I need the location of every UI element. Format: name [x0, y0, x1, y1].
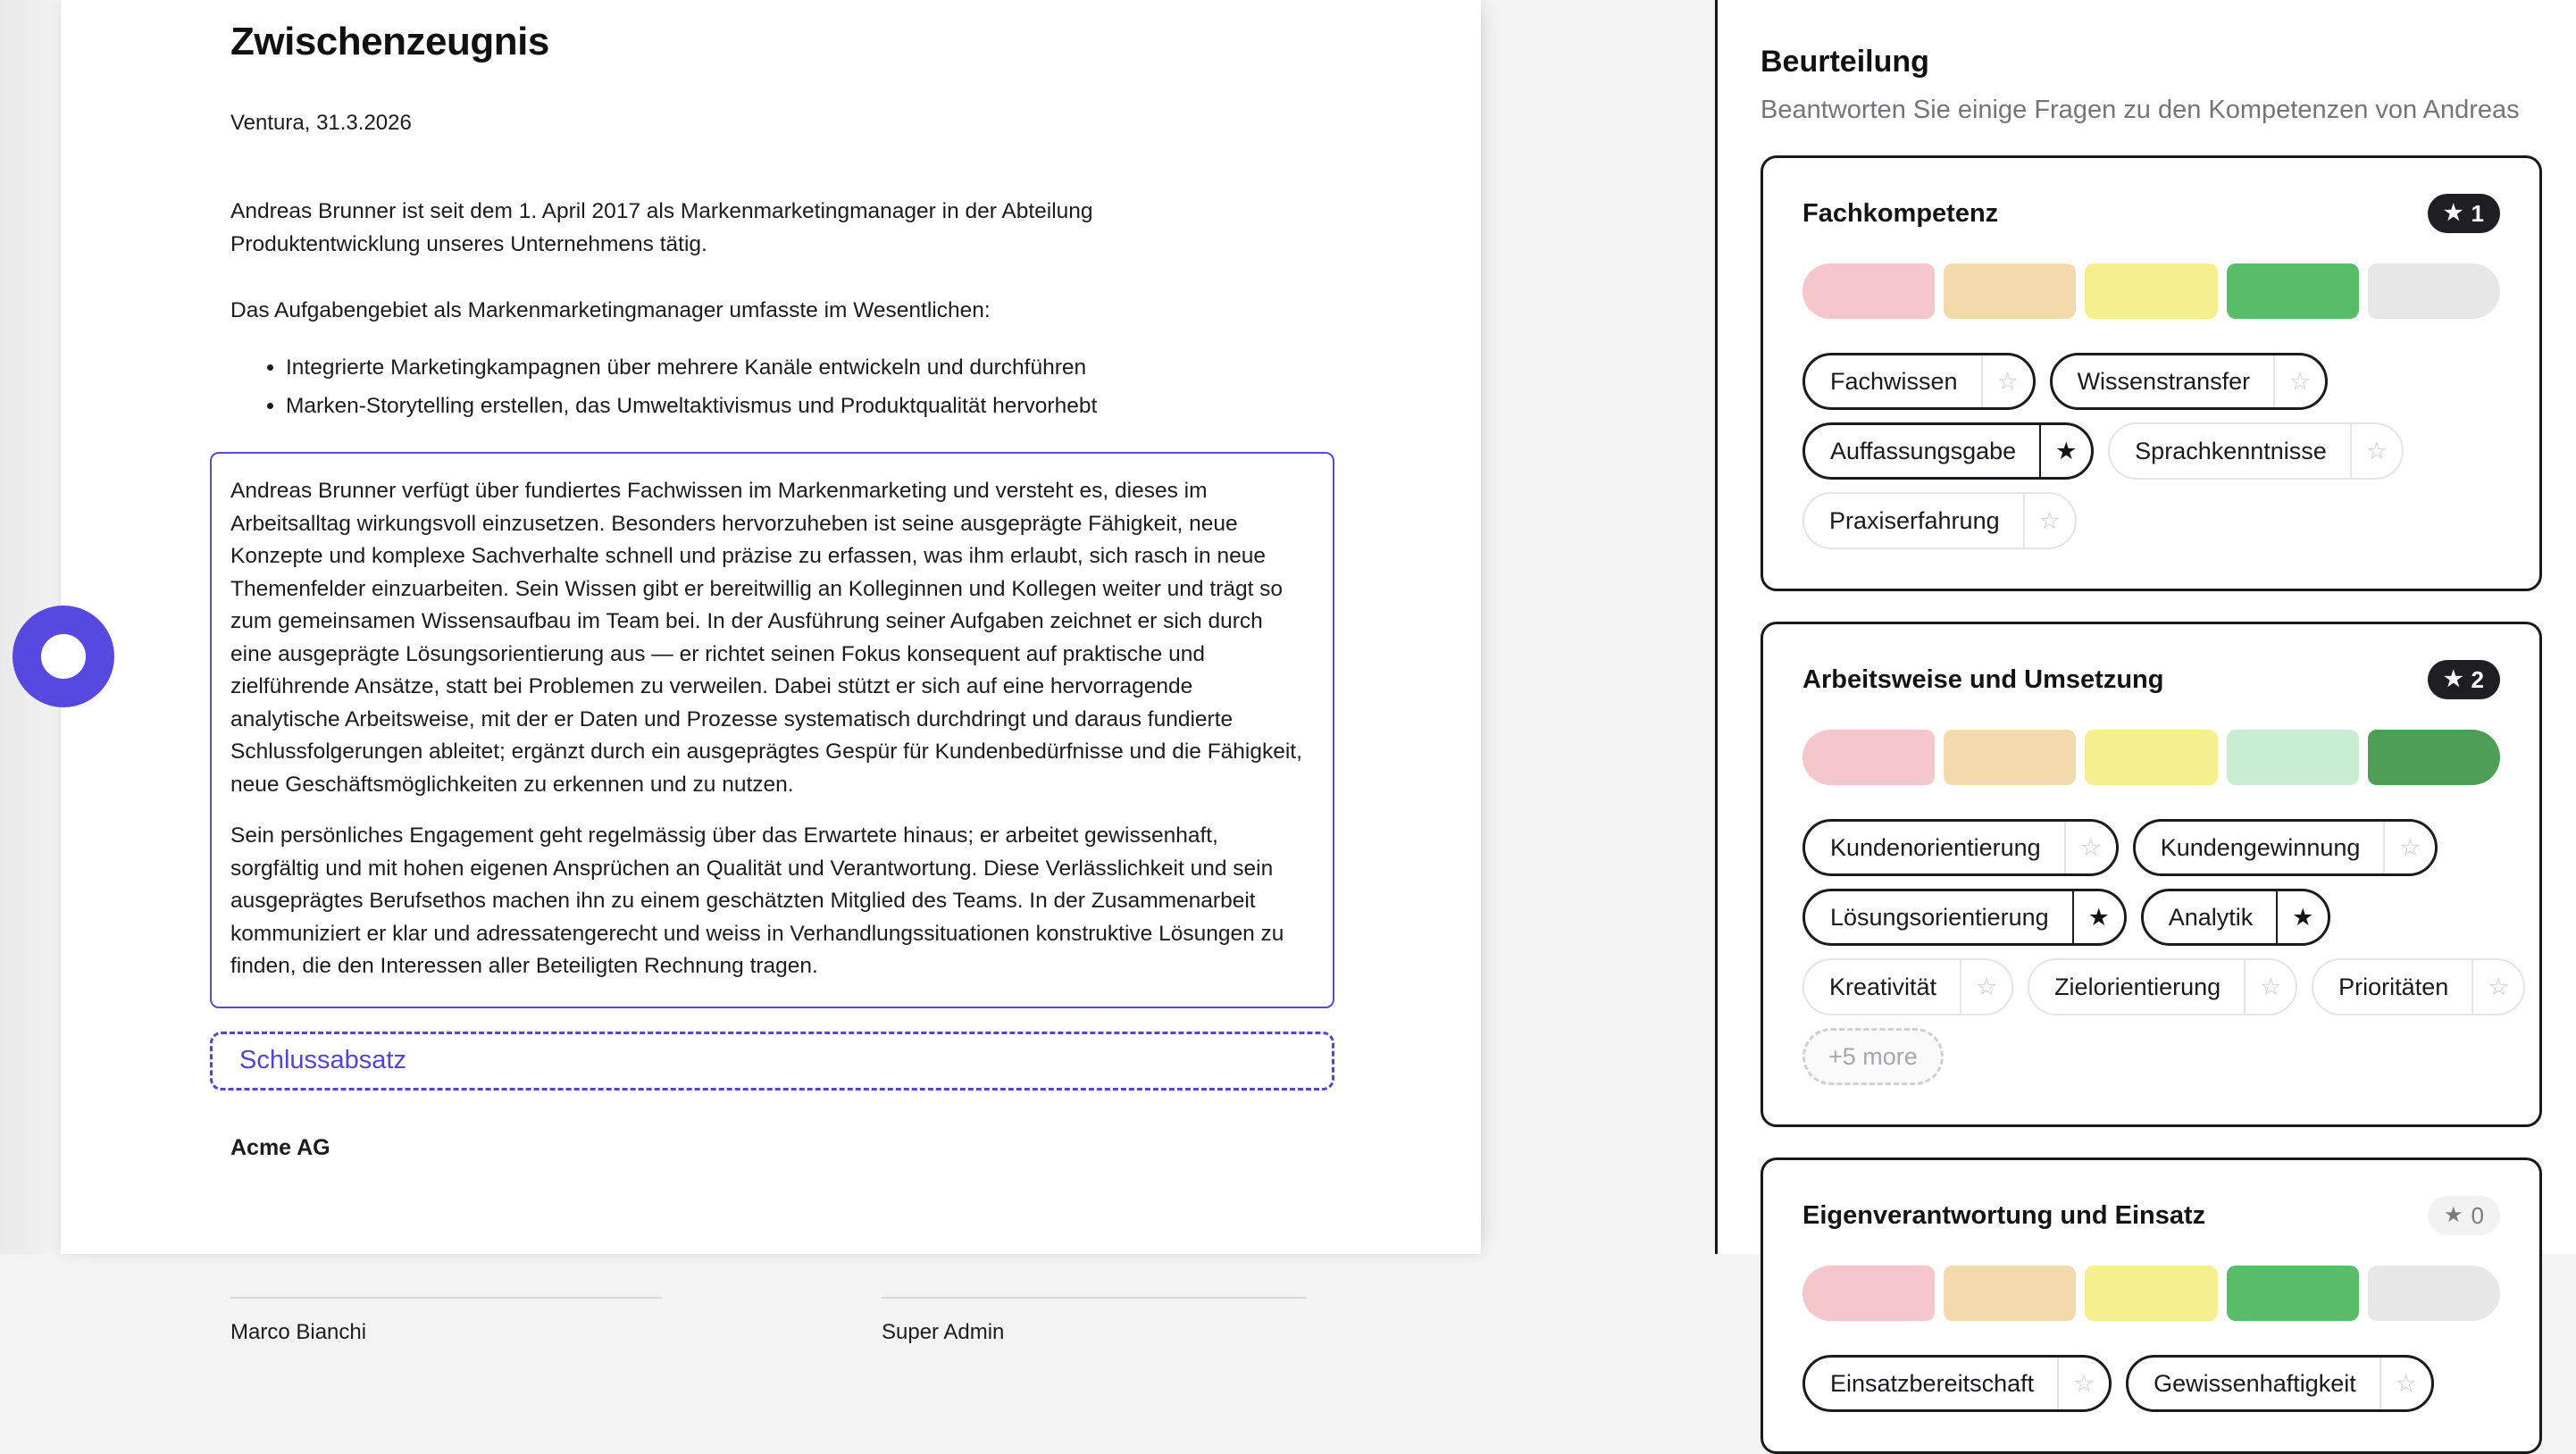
- star-count-badge: [2428, 194, 2500, 233]
- rating-segment-2[interactable]: [1944, 730, 2076, 785]
- card-title: Fachkompetenz: [1802, 198, 1999, 228]
- document-title: Zwischenzeugnis: [230, 20, 549, 63]
- star-toggle-icon[interactable]: ☆: [2383, 822, 2435, 873]
- panel-subtitle: Beantworten Sie einige Fragen zu den Kompetenzen von Andreas: [1761, 96, 2520, 124]
- panel-title: Beurteilung: [1761, 45, 1929, 79]
- star-toggle-icon[interactable]: ☆: [2057, 1358, 2109, 1409]
- competency-card-arbeitsweise: [1761, 622, 2542, 1127]
- star-toggle-icon[interactable]: ★: [2276, 891, 2328, 943]
- closing-placeholder-label: Schlussabsatz: [239, 1046, 406, 1074]
- card-title: Arbeitsweise und Umsetzung: [1802, 664, 2164, 694]
- ring-marker-icon[interactable]: [13, 606, 114, 707]
- assessment-panel: [1715, 0, 2576, 1397]
- signature-left: [230, 1297, 662, 1345]
- chip-kundengewinnung[interactable]: Kundengewinnung ☆: [2133, 819, 2438, 876]
- show-more-chips-button[interactable]: +5 more: [1802, 1028, 1944, 1085]
- star-count: 0: [2471, 1201, 2484, 1229]
- competency-card-eigenverantwortung: [1761, 1157, 2542, 1454]
- chip-sprachkenntnisse[interactable]: Sprachkenntnisse ☆: [2108, 422, 2404, 480]
- rating-scale: [1802, 730, 2500, 785]
- chip-analytik[interactable]: Analytik ★: [2141, 889, 2331, 946]
- competency-chips: [1802, 1355, 2500, 1412]
- rating-segment-2[interactable]: [1944, 263, 2076, 319]
- star-count-badge: [2428, 660, 2500, 699]
- rating-scale: [1802, 263, 2500, 319]
- star-icon: ★: [2444, 1203, 2463, 1227]
- star-count-badge: [2428, 1196, 2500, 1235]
- chip-gewissenhaftigkeit[interactable]: Gewissenhaftigkeit ☆: [2126, 1355, 2434, 1412]
- chip-auffassungsgabe[interactable]: Auffassungsgabe ★: [1802, 422, 2094, 480]
- star-icon: ★: [2444, 201, 2463, 225]
- signature-block: [230, 1297, 1306, 1345]
- star-toggle-icon[interactable]: ☆: [2350, 424, 2402, 478]
- company-name: Acme AG: [230, 1134, 330, 1160]
- rating-segment-5[interactable]: [2368, 263, 2500, 319]
- star-toggle-icon[interactable]: ★: [2072, 891, 2124, 943]
- closing-paragraph-placeholder[interactable]: [210, 1032, 1334, 1090]
- signature-right: [882, 1297, 1306, 1345]
- chip-fachwissen[interactable]: Fachwissen ☆: [1802, 353, 2036, 410]
- tasks-heading: Das Aufgabengebiet als Markenmarketingmanager umfasste im Wesentlichen:: [230, 298, 991, 322]
- document-date-line: Ventura, 31.3.2026: [230, 111, 412, 135]
- star-toggle-icon[interactable]: ☆: [2471, 960, 2523, 1014]
- chip-praxiserfahrung[interactable]: Praxiserfahrung ☆: [1802, 492, 2077, 549]
- card-title: Eigenverantwortung und Einsatz: [1802, 1200, 2206, 1230]
- chip-kreativitaet[interactable]: Kreativität ☆: [1802, 958, 2013, 1015]
- star-toggle-icon[interactable]: ☆: [2064, 822, 2116, 873]
- chip-einsatzbereitschaft[interactable]: Einsatzbereitschaft ☆: [1802, 1355, 2112, 1412]
- star-toggle-icon[interactable]: ☆: [2023, 494, 2075, 547]
- chip-loesungsorientierung[interactable]: Lösungsorientierung ★: [1802, 889, 2127, 946]
- rating-segment-1[interactable]: [1802, 730, 1935, 785]
- star-count: 1: [2471, 199, 2484, 227]
- intro-paragraph: Andreas Brunner ist seit dem 1. April 2017 als Markenmarketingmanager in der Abteilung Produktentwicklung unseres Unternehmens tätig.: [230, 199, 1093, 256]
- star-icon: ★: [2444, 667, 2463, 691]
- card-header: [1802, 1196, 2500, 1235]
- signature-line: [230, 1297, 662, 1299]
- chip-zielorientierung[interactable]: Zielorientierung ☆: [2028, 958, 2297, 1015]
- chip-prioritaeten[interactable]: Prioritäten ☆: [2312, 958, 2525, 1015]
- task-item: • Integrierte Marketingkampagnen über mehrere Kanäle entwickeln und durchführen: [286, 348, 1306, 387]
- signatory-name: Marco Bianchi: [230, 1319, 367, 1344]
- tasks-list: [230, 348, 1306, 425]
- task-item: • Marken-Storytelling erstellen, das Umweltaktivismus und Produktqualität hervorhebt: [286, 387, 1306, 425]
- signatory-name: Super Admin: [881, 1319, 1005, 1344]
- star-toggle-icon[interactable]: ☆: [1960, 960, 2011, 1014]
- rating-segment-4[interactable]: [2227, 730, 2359, 785]
- star-toggle-icon[interactable]: ☆: [2244, 960, 2296, 1014]
- rating-segment-3[interactable]: [2085, 730, 2217, 785]
- document-page: [61, 0, 1481, 1344]
- assessment-paragraph: Sein persönliches Engagement geht regelmässig über das Erwartete hinaus; er arbeitet gewissenhaft, sorgfältig und mit hohen eigenen Ansprüchen an Qualität und Verantwortung. Diese Verlässlichkeit und sein ausgeprägtes Berufsethos machen ihn zu einem geschätzten Mitglied des Teams. In der Zusammenarbeit kommuniziert er klar und adressatengerecht und weiss in Verhandlungssituationen konstruktive Lösungen zu finden, die den Interessen aller Beteiligten Rechnung tragen.: [230, 823, 1284, 978]
- star-count: 2: [2471, 665, 2484, 693]
- assessment-paragraph: Andreas Brunner verfügt über fundiertes Fachwissen im Markenmarketing und versteht es, dieses im Arbeitsalltag wirkungsvoll einzusetzen. Besonders hervorzuheben ist seine ausgeprägte Fähigkeit, neue Konzepte und komplexe Sachverhalte schnell und präzise zu erfassen, was ihm erlaubt, sich rasch in neue Themenfelder einzuarbeiten. Sein Wissen gibt er bereitwillig an Kolleginnen und Kollegen weiter und trägt so zum gemeinsamen Wissensaufbau im Team bei. In der Ausführung seiner Aufgaben zeichnet er sich durch eine ausgeprägte Lösungsorientierung aus — er richtet seinen Fokus konsequent auf praktische und zielführende Ansätze, statt bei Problemen zu verweilen. Dabei stützt er sich auf eine hervorragende analytische Arbeitsweise, mit der er Daten und Prozesse systematisch durchdringt und daraus fundierte Schlussfolgerungen ableitet; ergänzt durch ein ausgeprägtes Gespür für Kundenbedürfnisse und die Fähigkeit, neue Geschäftsmöglichkeiten zu erkennen und zu nutzen.: [230, 479, 1302, 797]
- rating-segment-1[interactable]: [1802, 1266, 1935, 1321]
- rating-segment-3[interactable]: [2085, 1266, 2217, 1321]
- star-toggle-icon[interactable]: ☆: [1981, 355, 2033, 407]
- competency-chips: [1802, 353, 2500, 549]
- rating-segment-5[interactable]: [2368, 1266, 2500, 1321]
- assessment-text-block[interactable]: [210, 452, 1334, 1008]
- star-toggle-icon[interactable]: ★: [2039, 425, 2091, 477]
- rating-segment-3[interactable]: [2085, 263, 2217, 319]
- card-header: [1802, 660, 2500, 699]
- chip-wissenstransfer[interactable]: Wissenstransfer ☆: [2050, 353, 2329, 410]
- rating-segment-5-selected[interactable]: [2368, 730, 2500, 785]
- rating-scale: [1802, 1266, 2500, 1321]
- competency-card-fachkompetenz: [1761, 155, 2542, 591]
- competency-chips: [1802, 819, 2510, 1085]
- star-toggle-icon[interactable]: ☆: [2379, 1358, 2431, 1409]
- star-toggle-icon[interactable]: ☆: [2273, 355, 2325, 407]
- rating-segment-1[interactable]: [1802, 263, 1935, 319]
- rating-segment-4-selected[interactable]: [2227, 1266, 2359, 1321]
- rating-segment-2[interactable]: [1944, 1266, 2076, 1321]
- chip-kundenorientierung[interactable]: Kundenorientierung ☆: [1802, 819, 2119, 876]
- card-header: [1802, 194, 2500, 233]
- signature-line: [882, 1297, 1306, 1299]
- rating-segment-4-selected[interactable]: [2227, 263, 2359, 319]
